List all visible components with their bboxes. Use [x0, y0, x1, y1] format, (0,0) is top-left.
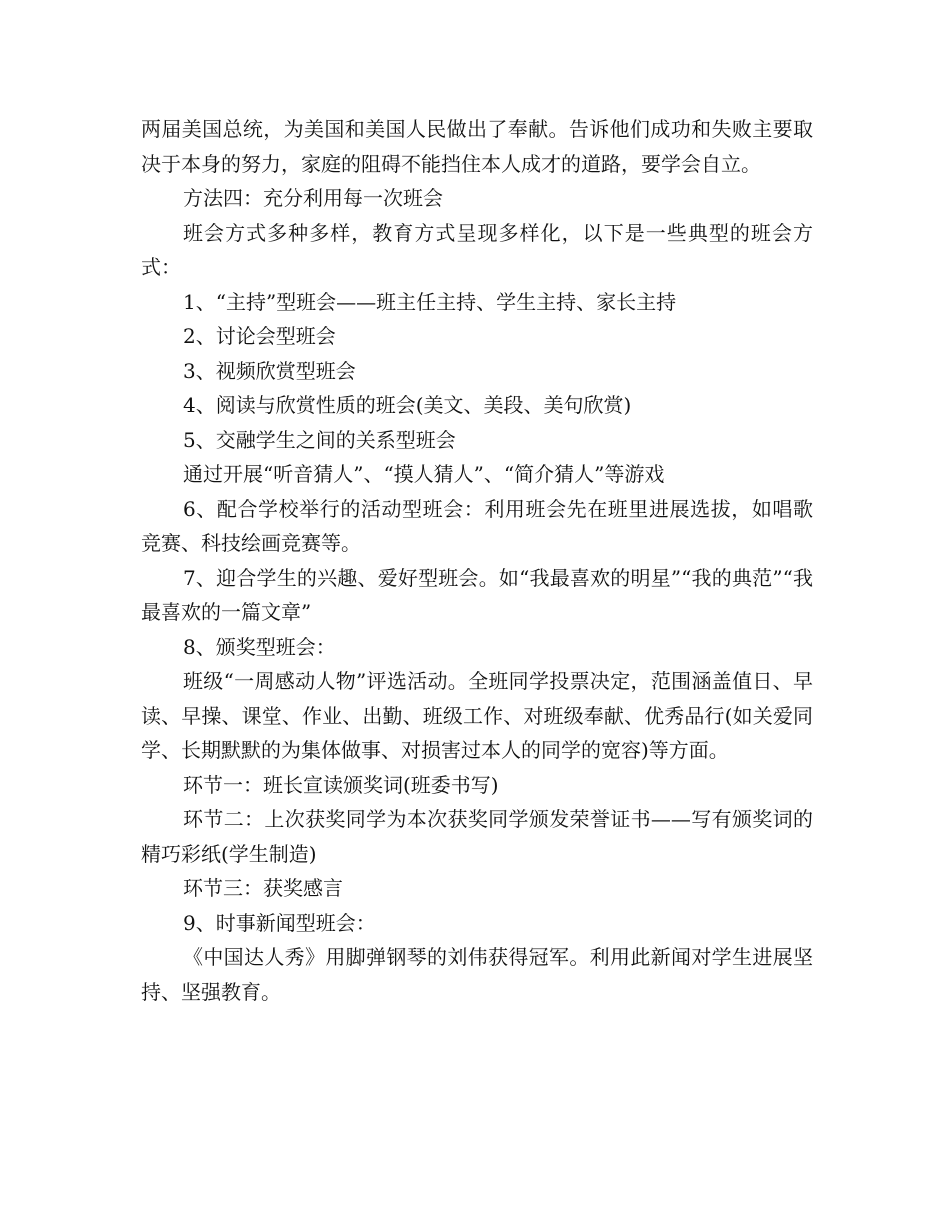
paragraph-method-four-heading: 方法四：充分利用每一次班会 — [183, 186, 443, 210]
document-body — [141, 112, 813, 1009]
list-item-9: 9、时事新闻型班会： — [183, 910, 376, 935]
list-item-2: 2、讨论会型班会 — [183, 324, 336, 348]
list-item-8-detail: 班级“一周感动人物”评选活动。全班同学投票决定，范围涵盖值日、早读、早操、课堂、作业、出勤、班级工作、对班级奉献、优秀品行(如关爱同学、长期默默的为集体做事、对损害过本人的同学的宽容)等方面。 — [141, 669, 813, 762]
list-item-1: 1、“主持”型班会——班主任主持、学生主持、家长主持 — [183, 289, 677, 314]
list-item-3: 3、视频欣赏型班会 — [183, 358, 356, 383]
list-item-4: 4、阅读与欣赏性质的班会(美文、美段、美句欣赏) — [183, 393, 632, 417]
list-item-8: 8、颁奖型班会： — [183, 634, 336, 659]
list-item-5: 5、交融学生之间的关系型班会 — [183, 427, 456, 452]
step-2: 环节二：上次获奖同学为本次获奖同学颁发荣誉证书——写有颁奖词的精巧彩纸(学生制造) — [141, 807, 813, 866]
paragraph-1: 两届美国总统，为美国和美国人民做出了奉献。告诉他们成功和失败主要取决于本身的努力，家庭的阻碍不能挡住本人成才的道路，要学会自立。 — [141, 117, 813, 176]
list-item-7: 7、迎合学生的兴趣、爱好型班会。如“我最喜欢的明星”“我的典范”“我最喜欢的一篇文章” — [141, 565, 813, 624]
list-item-5-detail: 通过开展“听音猜人”、“摸人猜人”、“简介猜人”等游戏 — [183, 462, 665, 486]
list-item-9-detail: 《中国达人秀》用脚弹钢琴的刘伟获得冠军。利用此新闻对学生进展坚持、坚强教育。 — [141, 945, 813, 1004]
paragraph-class-meeting-intro: 班会方式多种多样，教育方式呈现多样化，以下是一些典型的班会方式： — [141, 220, 813, 279]
list-item-6: 6、配合学校举行的活动型班会：利用班会先在班里进展选拔，如唱歌竞赛、科技绘画竞赛等。 — [141, 496, 813, 555]
step-1: 环节一：班长宣读颁奖词(班委书写) — [183, 772, 499, 797]
step-3: 环节三：获奖感言 — [183, 876, 343, 900]
